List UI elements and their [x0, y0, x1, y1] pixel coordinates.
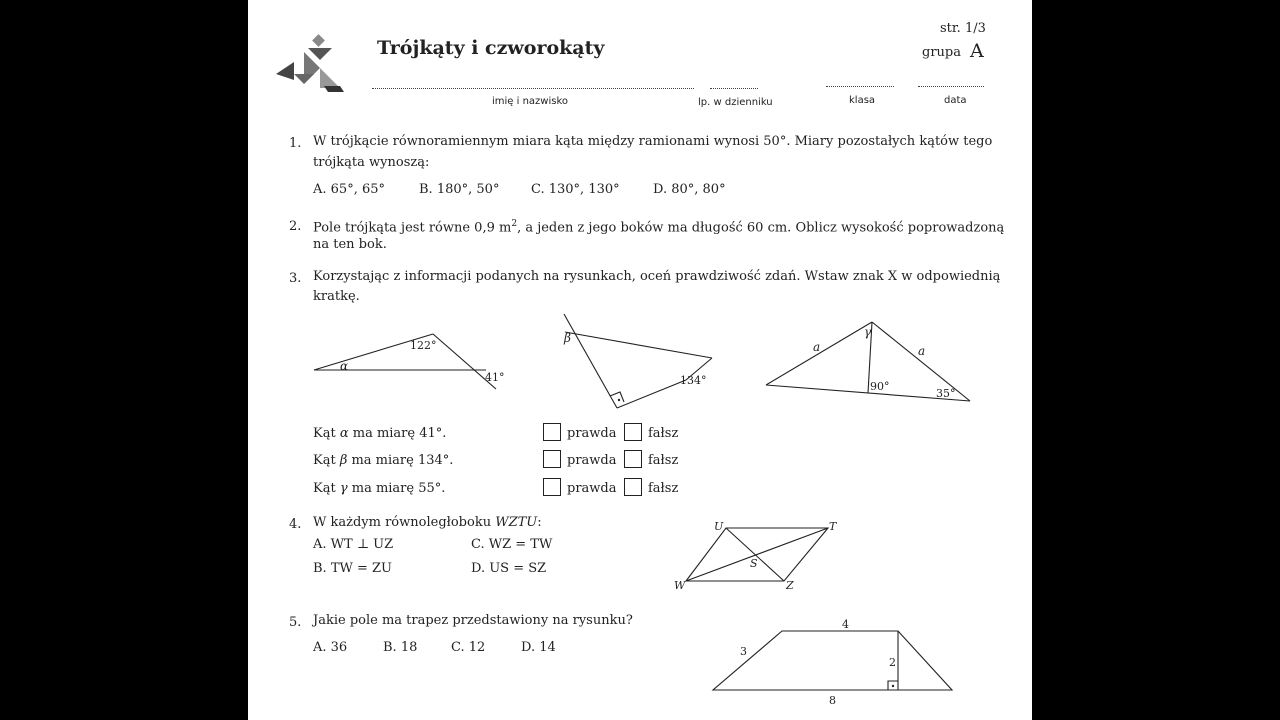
answer-option[interactable]: C. 130°, 130°: [531, 182, 620, 197]
figure-label: 90°: [870, 380, 890, 393]
date-label: data: [944, 95, 967, 106]
page-title: Trójkąty i czworokąty: [377, 37, 605, 59]
figure-label: a: [918, 344, 926, 358]
answer-option[interactable]: A. 65°, 65°: [313, 182, 386, 197]
figure-label: T: [829, 520, 837, 533]
question-3-line-1: Korzystając z informacji podanych na rysunkach, oceń prawdziwość zdań. Wstaw znak X w odpowiednią: [313, 269, 1001, 284]
triangle-figure-2: [564, 314, 712, 408]
figure-label: a: [813, 340, 821, 354]
figure-label: 122°: [410, 339, 437, 352]
figure-label: S: [750, 557, 758, 570]
date-field-line[interactable]: [918, 86, 984, 87]
worksheet-page: [248, 0, 1032, 720]
name-field-label: imię i nazwisko: [492, 96, 569, 107]
group-value: A: [970, 40, 984, 62]
true-option[interactable]: prawda: [543, 478, 617, 499]
checkbox[interactable]: [543, 478, 561, 496]
checkbox[interactable]: [624, 478, 642, 496]
figure-label: 8: [829, 694, 836, 707]
checkbox[interactable]: [543, 423, 561, 441]
figure-label: U: [714, 520, 724, 533]
question-1-line-2: trójkąta wynoszą:: [313, 155, 430, 170]
false-option[interactable]: fałsz: [624, 478, 678, 499]
question-number: 5.: [289, 615, 302, 630]
statement-1: Kąt α ma miarę 41°.: [313, 426, 447, 441]
class-number-label: lp. w dzienniku: [698, 97, 773, 108]
class-field-line[interactable]: [826, 86, 894, 87]
figure-label: 4: [842, 618, 849, 631]
figure-label: 3: [740, 645, 747, 658]
true-option[interactable]: prawda: [543, 450, 617, 471]
question-number: 2.: [289, 219, 302, 234]
tangram-logo-icon: [274, 34, 344, 96]
figure-label: 134°: [680, 374, 707, 387]
question-number: 4.: [289, 517, 302, 532]
question-3-line-2: kratkę.: [313, 289, 360, 304]
question-5-stem: Jakie pole ma trapez przedstawiony na rysunku?: [313, 613, 633, 628]
answer-option[interactable]: B. TW = ZU: [313, 561, 392, 576]
question-3-figures: [248, 310, 1032, 414]
figure-label: γ: [864, 325, 872, 339]
name-field-line[interactable]: [372, 88, 694, 89]
answer-option[interactable]: A. 36: [313, 640, 348, 655]
answer-option[interactable]: D. US = SZ: [471, 561, 547, 576]
answer-option[interactable]: C. WZ = TW: [471, 537, 553, 552]
group-label: grupa: [922, 45, 961, 60]
false-option[interactable]: fałsz: [624, 450, 678, 471]
class-number-field-line[interactable]: [710, 88, 758, 89]
figure-label: 41°: [485, 371, 505, 384]
checkbox[interactable]: [624, 450, 642, 468]
question-2-line-1: Pole trójkąta jest równe 0,9 $m^2$, a jeden z jego boków ma długość 60 cm. Oblicz wysokość poprowadzoną: [313, 219, 1005, 236]
figure-label: α: [340, 359, 349, 373]
question-number: 3.: [289, 271, 302, 286]
true-option[interactable]: prawda: [543, 423, 617, 444]
statement-2: Kąt β ma miarę 134°.: [313, 453, 454, 468]
checkbox[interactable]: [624, 423, 642, 441]
answer-option[interactable]: C. 12: [451, 640, 486, 655]
page-number: str. 1/3: [940, 21, 986, 36]
figure-label: Z: [786, 579, 794, 592]
statement-3: Kąt γ ma miarę 55°.: [313, 481, 446, 496]
figure-label: 2: [889, 656, 896, 669]
class-label: klasa: [849, 95, 876, 106]
question-2-line-2: na ten bok.: [313, 237, 387, 252]
parallelogram-figure: [668, 514, 848, 596]
question-1-line-1: W trójkącie równoramiennym miara kąta między ramionami wynosi 50°. Miary pozostałych kątów tego: [313, 134, 993, 149]
answer-option[interactable]: B. 180°, 50°: [419, 182, 500, 197]
false-option[interactable]: fałsz: [624, 423, 678, 444]
trapezoid-figure: [698, 614, 968, 720]
question-number: 1.: [289, 136, 302, 151]
answer-option[interactable]: D. 14: [521, 640, 556, 655]
answer-option[interactable]: B. 18: [383, 640, 418, 655]
checkbox[interactable]: [543, 450, 561, 468]
question-4-stem: W każdym równoległoboku WZTU:: [313, 515, 542, 530]
figure-label: W: [674, 579, 686, 592]
figure-label: β: [564, 331, 571, 345]
figure-label: 35°: [936, 387, 956, 400]
answer-option[interactable]: D. 80°, 80°: [653, 182, 726, 197]
answer-option[interactable]: A. WT ⊥ UZ: [313, 537, 394, 552]
